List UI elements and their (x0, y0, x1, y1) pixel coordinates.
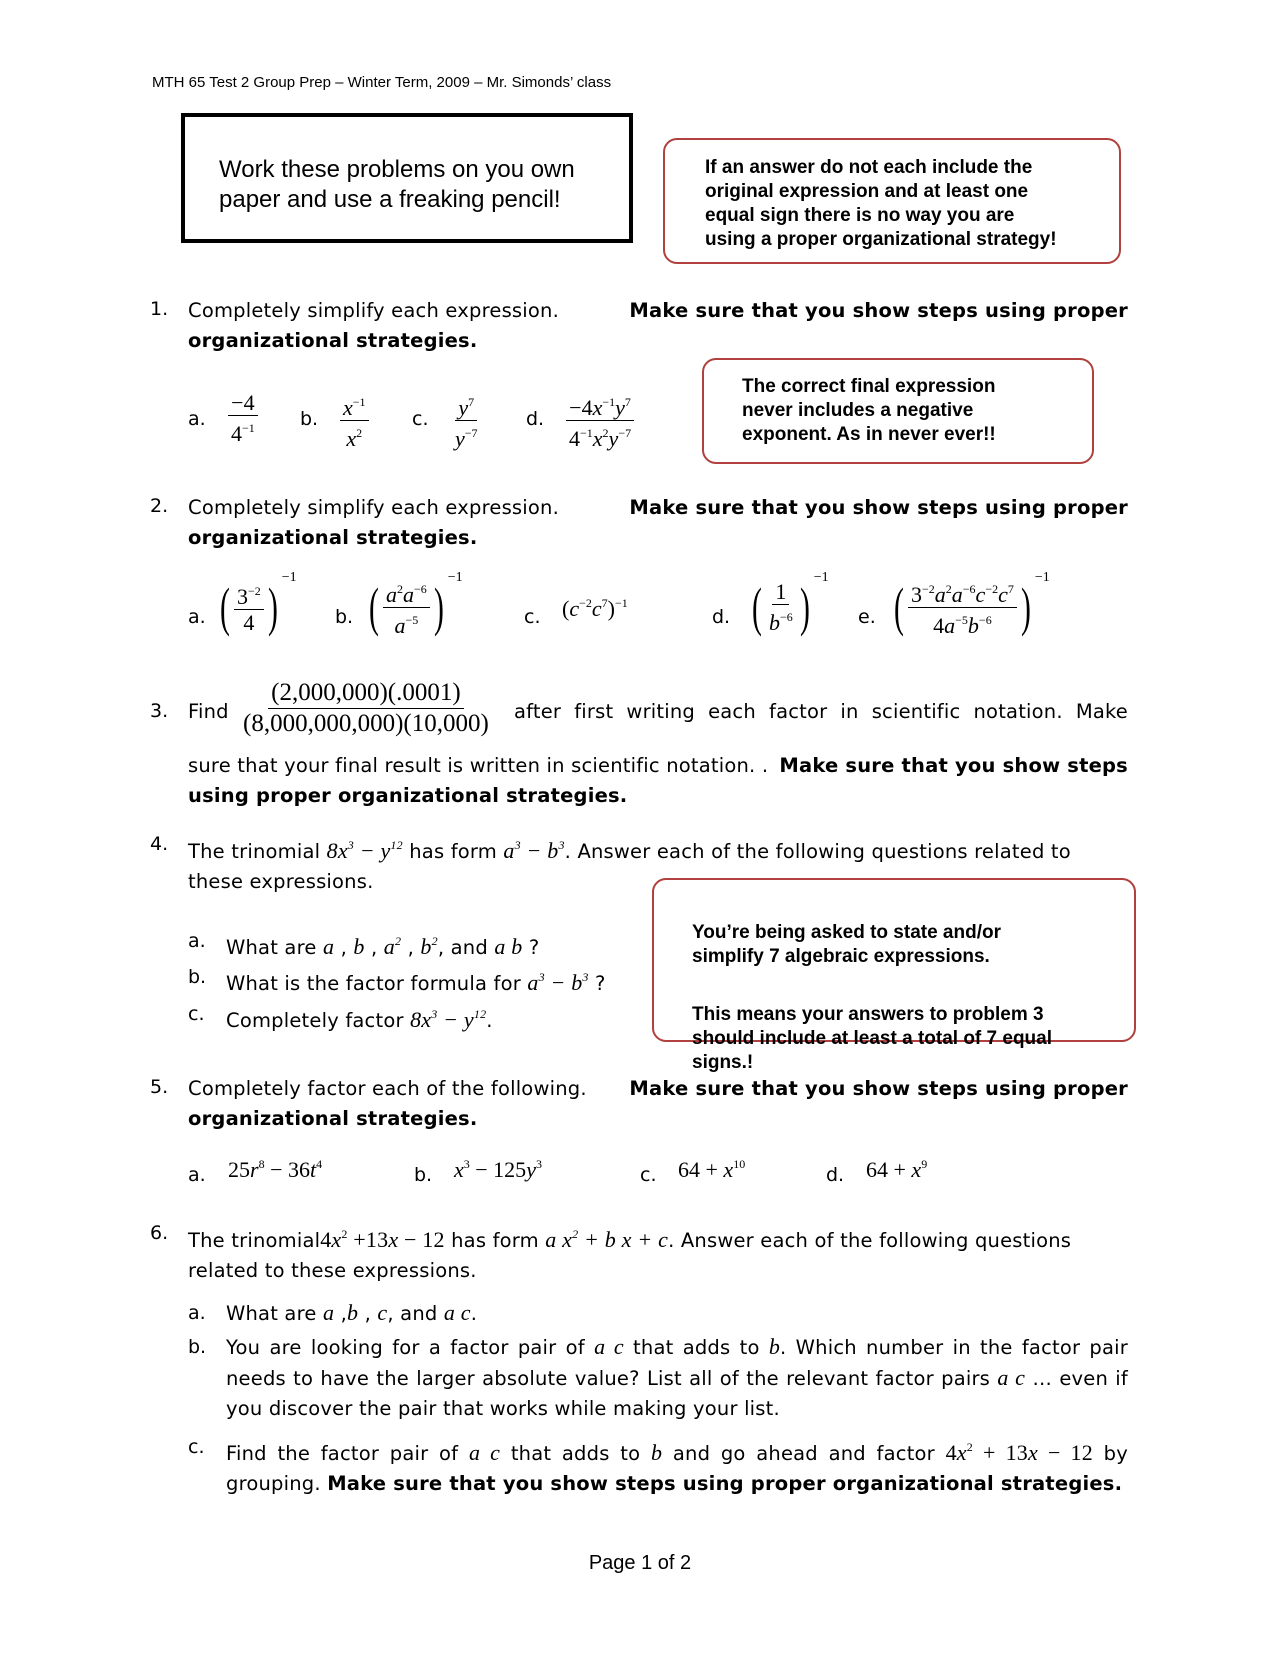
problem-2-text: Completely simplify each expression. Make sure that you show steps using proper organizational strategies. (188, 496, 1128, 549)
p6-label-a: a. (188, 1302, 206, 1324)
problem-3-line2: sure that your final result is written in scientific notation. . Make sure that you show steps using proper organizational strategies. (188, 754, 1128, 807)
p2-label-c: c. (524, 606, 541, 628)
p2-label-d: d. (712, 606, 731, 628)
p1-label-a: a. (188, 408, 206, 430)
p4-label-c: c. (188, 1003, 205, 1025)
problem-4-text: The trinomial $8x^3 - y^{12}$ has form $a^3 - b^3$. Answer each of the following questions related to these expressions. (188, 838, 1071, 893)
p4-label-a: a. (188, 930, 206, 952)
p4-item-b: What is the factor formula for $a^3 - b^3$ ? (226, 970, 606, 995)
p1-expr-a: $\frac{-4}{4^{-1}}$ (228, 390, 258, 446)
p5-label-b: b. (414, 1164, 433, 1186)
problem-5-text: Completely factor each of the following. Make sure that you show steps using proper organizational strategies. (188, 1077, 1128, 1130)
p1-label-c: c. (412, 408, 429, 430)
algebraic-callout: You’re being asked to state and/or simplify 7 algebraic expressions. This means your answers to problem 3 should include at least a total of 7 equal signs.! (652, 878, 1136, 1042)
p2-expr-d: ( $\frac{1}{b^{-6}}$ ) −1 (752, 570, 829, 637)
p3-fraction: $\frac{(2,000,000)(.0001)}{(8,000,000,000)(10,000)}$ (243, 679, 489, 737)
problem-6-number: 6. (150, 1222, 169, 1244)
problem-3-after: after first writing each factor in scientific notation. Make (514, 700, 1128, 723)
problem-5-number: 5. (150, 1076, 169, 1098)
p5-label-c: c. (640, 1164, 657, 1186)
p4-item-a: What are a , b , $a^2$ , $b^2$, and a b ? (226, 934, 540, 959)
p5-label-d: d. (826, 1164, 845, 1186)
p2-expr-c: $(c^{-2}c^7)^{-1}$ (562, 596, 628, 621)
p2-expr-b: ( $\frac{a^2a^{-6}}{a^{-5}}$ ) −1 (369, 570, 463, 638)
p1-expr-d: $\frac{-4x^{-1}y^7}{4^{-1}x^2y^{-7}}$ (566, 390, 634, 451)
p2-label-e: e. (858, 606, 876, 628)
p5-expr-b: $x^3 - 125y^3$ (454, 1157, 542, 1182)
problem-4-number: 4. (150, 833, 169, 855)
p2-expr-e: ( $\frac{3^{-2}a^2a^{-6}c^{-2}c^7}{4a^{-5}b^{-6}}$ ) −1 (894, 570, 1050, 638)
p6-item-a: What are a ,b , c, and a c. (226, 1300, 478, 1325)
p1-label-d: d. (526, 408, 545, 430)
negative-exponent-callout: The correct final expression never includes a negative exponent. As in never ever!! (702, 358, 1094, 464)
instruction-box (181, 113, 633, 243)
p6-label-b: b. (188, 1336, 207, 1358)
instruction-text: Work these problems on you own paper and use a freaking pencil! (219, 156, 575, 213)
p5-label-a: a. (188, 1164, 206, 1186)
p1-label-b: b. (300, 408, 319, 430)
p5-expr-d: $64 + x^9$ (866, 1157, 928, 1182)
p6-item-b: You are looking for a factor pair of a c that adds to b. Which number in the factor pair needs to have the larger absolute value? List all of the relevant factor pairs a c … even if you discover the pair that works while making your list. (226, 1334, 1128, 1420)
p2-label-a: a. (188, 606, 206, 628)
p2-label-b: b. (335, 606, 354, 628)
p5-expr-a: $25r^8 - 36t^4$ (228, 1157, 323, 1182)
p1-expr-c: $\frac{y^7}{y^{-7}}$ (452, 390, 481, 451)
problem-1-number: 1. (150, 298, 169, 320)
problem-3-number: 3. (150, 700, 169, 722)
page-header: MTH 65 Test 2 Group Prep – Winter Term, 2009 – Mr. Simonds’ class (152, 74, 612, 91)
page-number: Page 1 of 2 (588, 1552, 692, 1574)
problem-1-text: Completely simplify each expression. Make sure that you show steps using proper organizational strategies. (188, 299, 1128, 352)
p4-label-b: b. (188, 966, 207, 988)
p4-item-c: Completely factor $8x^3 - y^{12}$. (226, 1007, 493, 1032)
p6-label-c: c. (188, 1436, 205, 1458)
problem-6-text: The $trinomial4x^2 +13x - 12$ has form a $x^2 + b$ x + c. Answer each of the following questions related to these expressions. (188, 1227, 1072, 1282)
p5-expr-c: $64 + x^{10}$ (678, 1157, 746, 1182)
p1-expr-b: $\frac{x^{-1}}{x^2}$ (340, 390, 369, 451)
equal-sign-callout: If an answer do not each include the original expression and at least one equal sign there is no way you are using a proper organizational strategy! (663, 138, 1121, 264)
p6-item-c: Find the factor pair of a c that adds to b and go ahead and factor $4x^2 + 13x - 12$ by grouping. Make sure that you show steps using proper organizational strategies. (226, 1440, 1128, 1495)
p2-expr-a: ( $\frac{3^{-2}}{4}$ ) −1 (220, 570, 297, 637)
problem-2-number: 2. (150, 495, 169, 517)
problem-3-find: Find (188, 700, 229, 723)
